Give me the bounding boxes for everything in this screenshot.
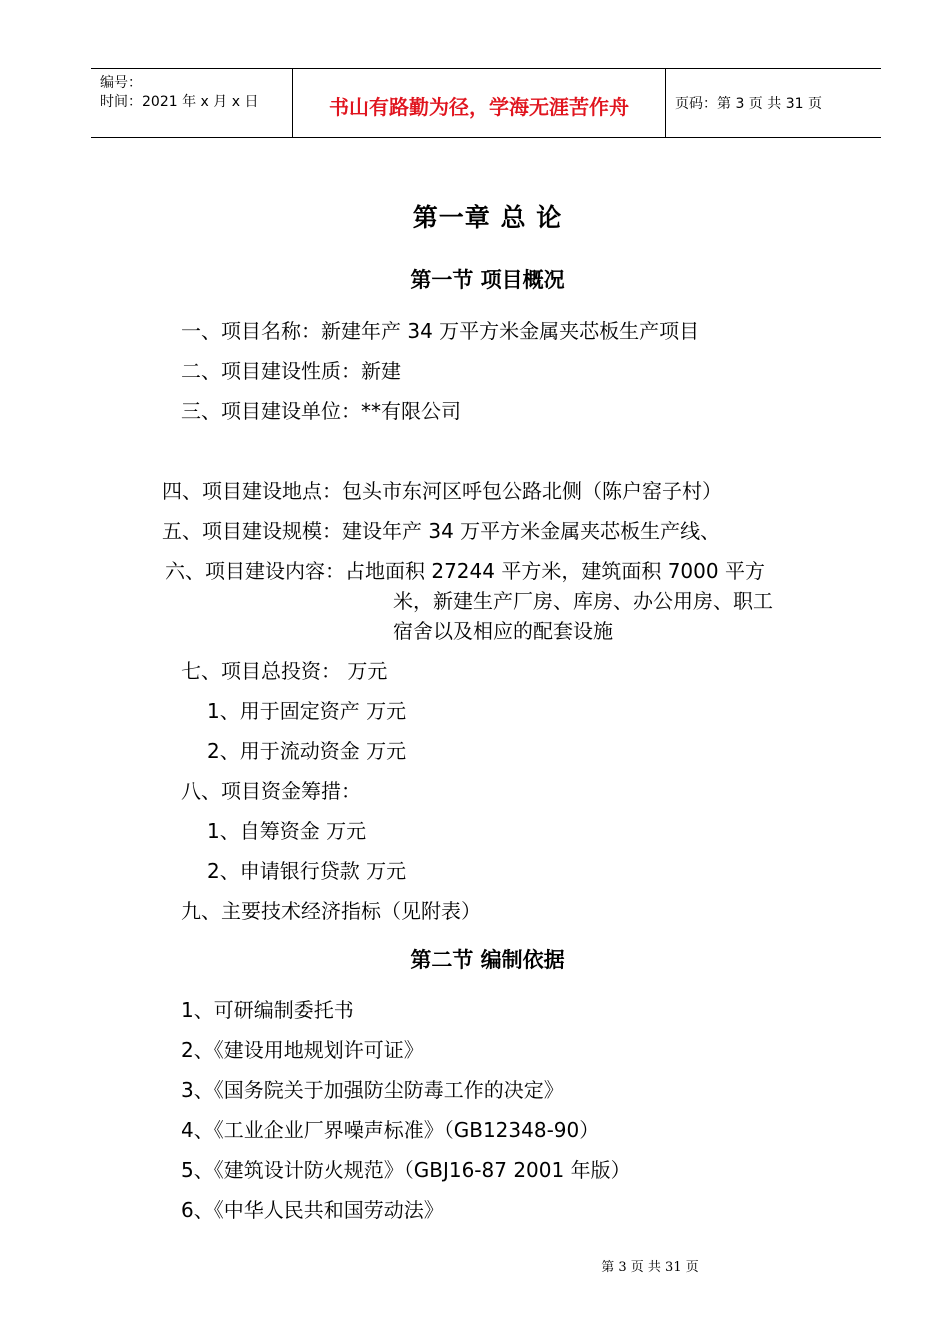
number-label: 编号：: [100, 75, 142, 91]
item-self-raised: 1、自筹资金 万元: [207, 819, 367, 843]
item-project-nature: 二、项目建设性质：新建: [181, 359, 401, 383]
item-project-unit: 三、项目建设单位：**有限公司: [181, 399, 461, 423]
item-project-location: 四、项目建设地点：包头市东河区呼包公路北侧（陈户窑子村）: [162, 479, 722, 503]
time-label: 时间：2021 年 x 月 x 日: [100, 94, 259, 110]
item-project-scale: 五、项目建设规模：建设年产 34 万平方米金属夹芯板生产线、: [162, 519, 721, 543]
basis-item-5: 5、《建筑设计防火规范》（GBJ16-87 2001 年版）: [181, 1158, 631, 1182]
item-total-investment: 七、项目总投资： 万元: [181, 659, 388, 683]
item-project-content-cont1: 米，新建生产厂房、库房、办公用房、职工: [393, 589, 773, 613]
basis-item-3: 3、《国务院关于加强防尘防毒工作的决定》: [181, 1078, 564, 1102]
header-right-cell: [666, 69, 881, 137]
basis-item-4: 4、《工业企业厂界噪声标准》（GB12348-90）: [181, 1118, 600, 1142]
item-tech-indicators: 九、主要技术经济指标（见附表）: [181, 899, 481, 923]
page-info: 页码：第 3 页 共 31 页: [675, 96, 822, 112]
motto: 书山有路勤为径，学海无涯苦作舟: [329, 95, 629, 119]
basis-item-6: 6、《中华人民共和国劳动法》: [181, 1198, 444, 1222]
basis-item-2: 2、《建设用地规划许可证》: [181, 1038, 424, 1062]
item-fund-raising: 八、项目资金筹措：: [181, 779, 361, 803]
chapter-title: 第一章 总 论: [412, 203, 563, 232]
item-project-content-cont2: 宿舍以及相应的配套设施: [393, 619, 613, 643]
page-footer: 第 3 页 共 31 页: [601, 1260, 699, 1275]
basis-item-1: 1、可研编制委托书: [181, 998, 354, 1022]
item-project-name: 一、项目名称：新建年产 34 万平方米金属夹芯板生产项目: [181, 319, 700, 343]
item-fixed-assets: 1、用于固定资产 万元: [207, 699, 407, 723]
section-1-title: 第一节 项目概况: [410, 267, 565, 292]
item-working-capital: 2、用于流动资金 万元: [207, 739, 407, 763]
item-project-content: 六、项目建设内容：占地面积 27244 平方米，建筑面积 7000 平方: [165, 559, 765, 583]
section-2-title: 第二节 编制依据: [410, 947, 565, 972]
item-bank-loan: 2、申请银行贷款 万元: [207, 859, 407, 883]
header-middle-cell: [293, 69, 666, 137]
header-left-cell: [91, 69, 293, 137]
header-table: [91, 68, 881, 138]
